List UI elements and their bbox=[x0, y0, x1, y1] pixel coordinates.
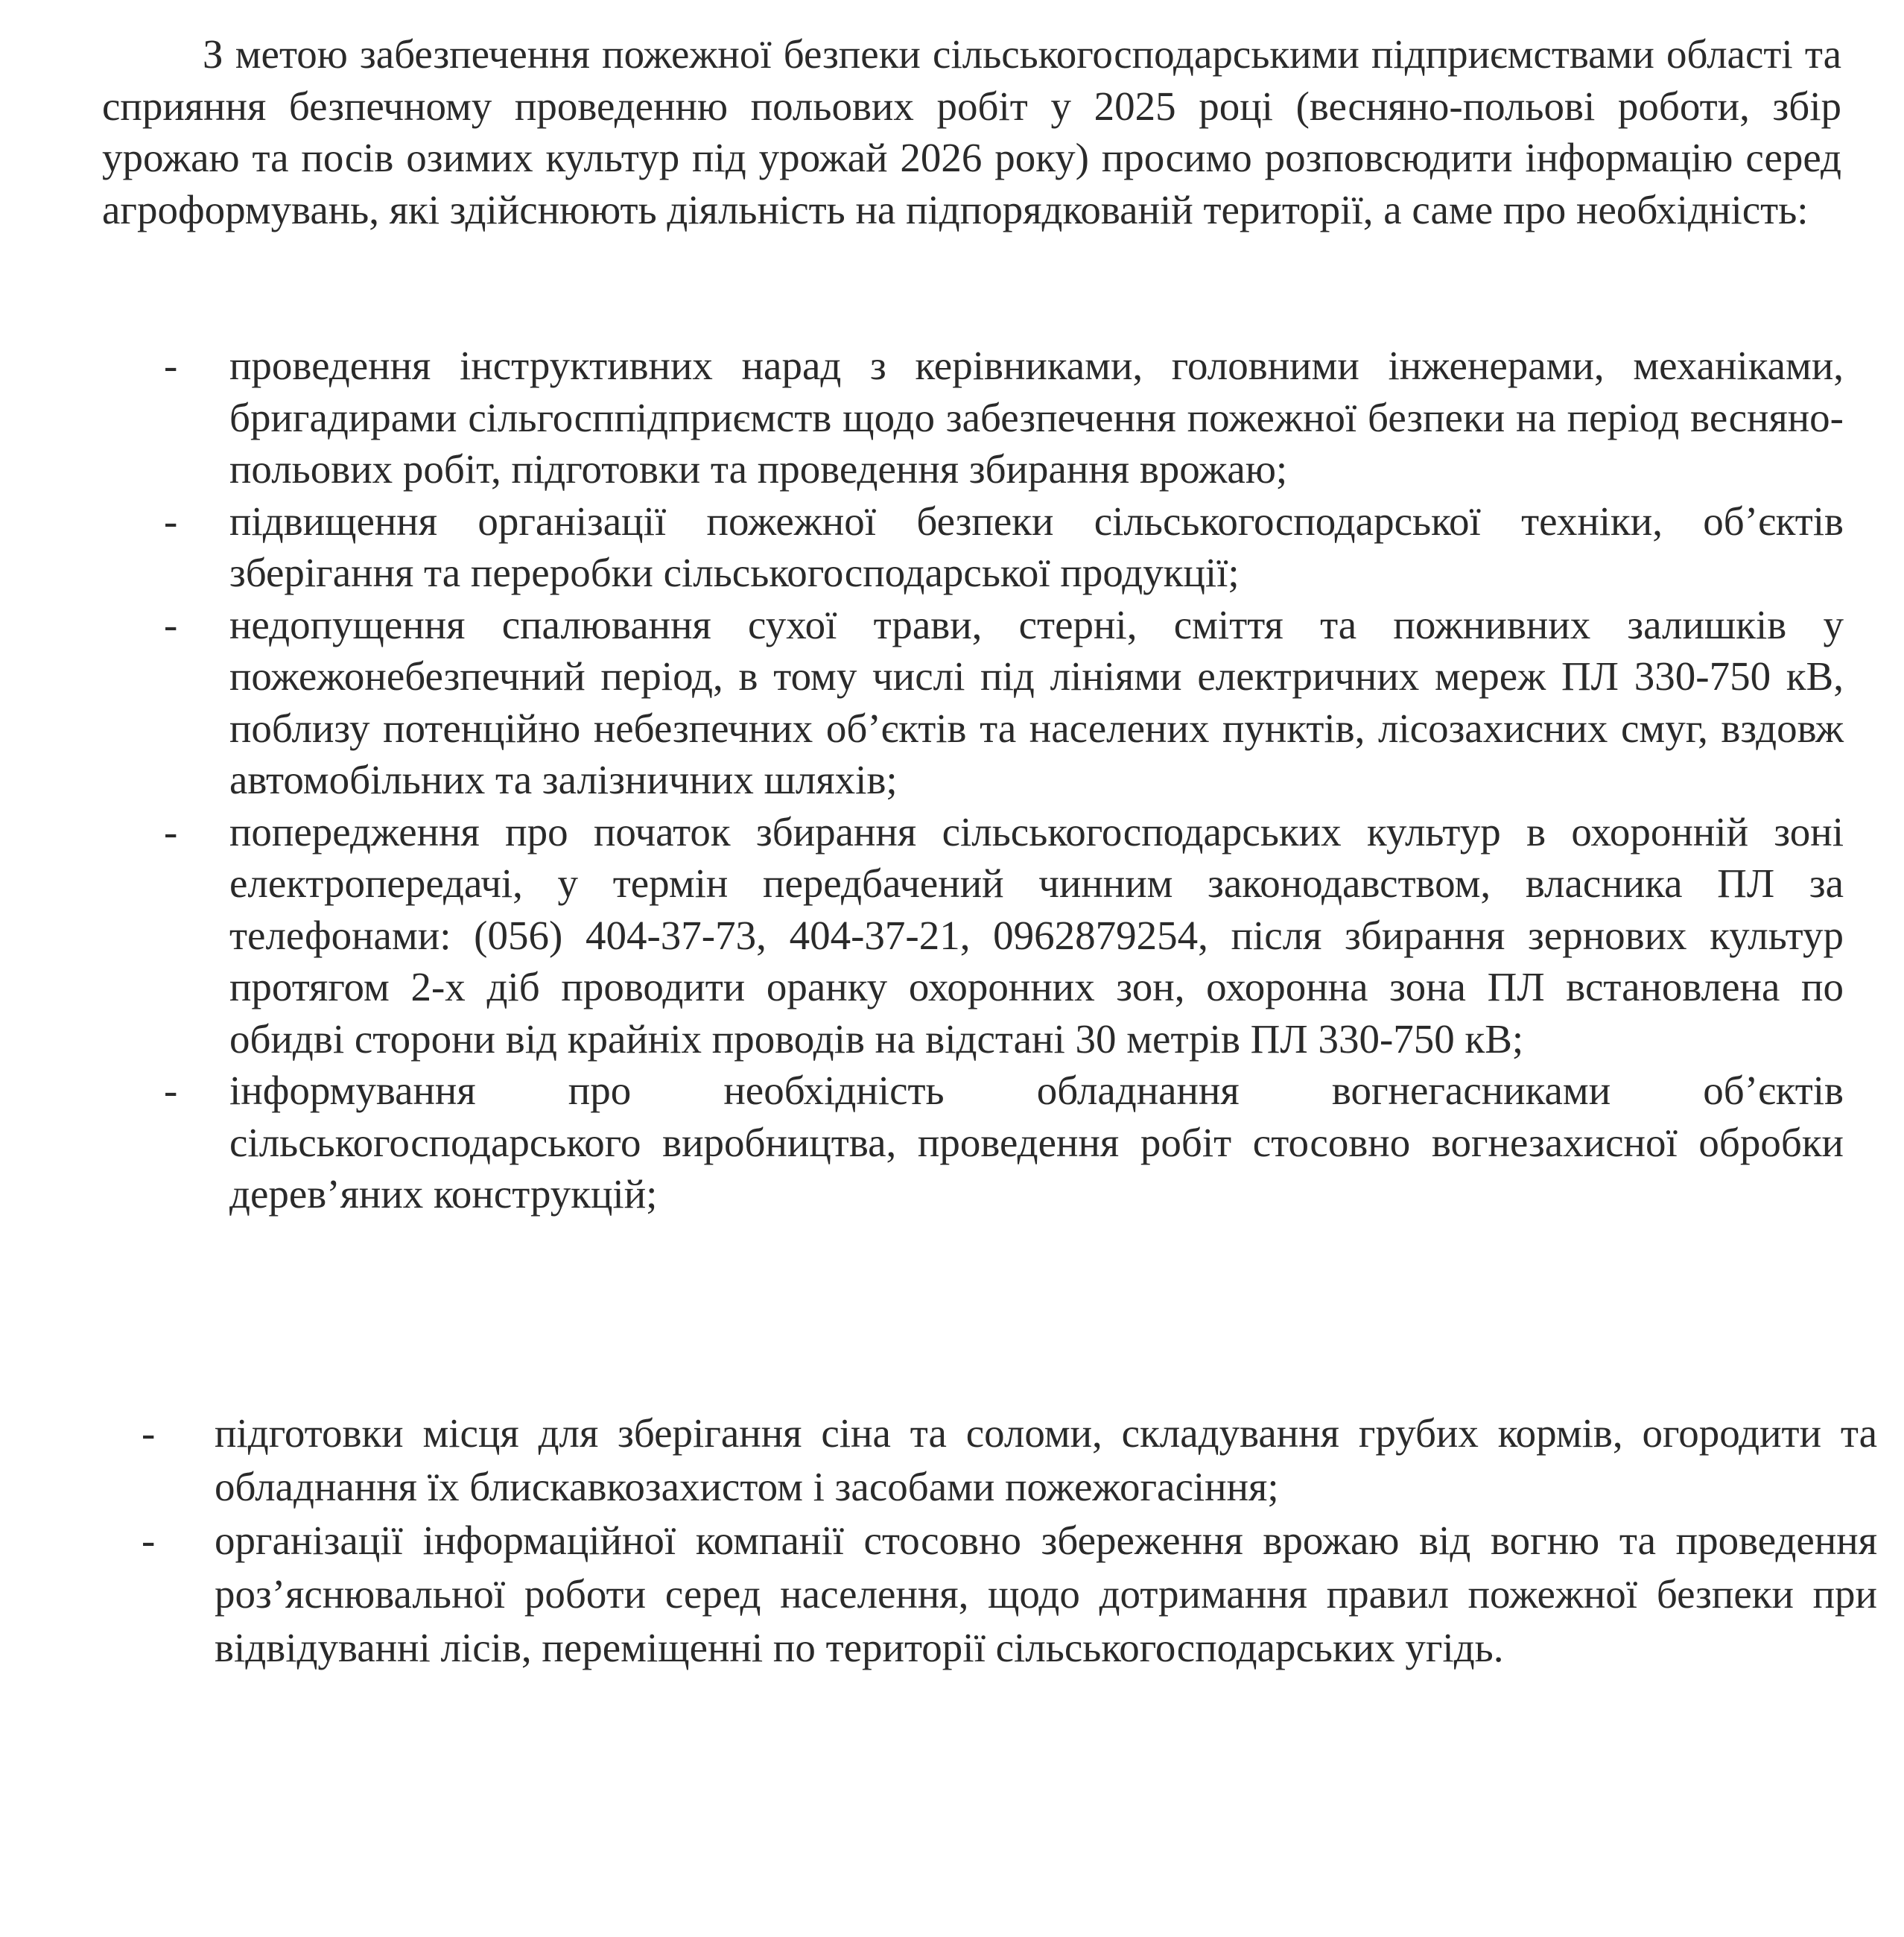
requirements-list bbox=[164, 340, 1844, 1220]
list-item bbox=[164, 806, 1844, 1065]
list-item-text: організації інформаційної компанії стосовно збереження врожаю від вогню та проведення роз’яснювальної роботи серед населення, щодо дотримання правил пожежної безпеки при відвідуванні лісів, переміщенні по території сільськогосподарських угідь. bbox=[215, 1518, 1877, 1670]
list-item-text: недопущення спалювання сухої трави, стерні, сміття та пожнивних залишків у пожежонебезпечний період, в тому числі під лініями електричних мереж ПЛ 330-750 кВ, поблизу потенційно небезпечних об’єктів та населених пунктів, лісозахисних смуг, вздовж автомобільних та залізничних шляхів; bbox=[229, 601, 1844, 802]
list-item bbox=[164, 340, 1844, 495]
list-item bbox=[164, 599, 1844, 806]
list-bullet: - bbox=[164, 498, 178, 544]
list-item bbox=[142, 1514, 1877, 1675]
list-item-text: інформування про необхідність обладнання вогнегасниками об’єктів сільськогосподарського виробництва, проведення робіт стосовно вогнезахисної обробки дерев’яних конструкцій; bbox=[229, 1068, 1844, 1217]
list-item bbox=[164, 1065, 1844, 1220]
list-item-text: попередження про початок збирання сільськогосподарських культур в охоронній зоні електропередачі, у термін передбачений чинним законодавством, власника ПЛ за телефонами: (056) 404-37-73, 404-37-21, 0962879254, після збирання зернових культур протягом 2-х діб проводити оранку охоронних зон, охоронна зона ПЛ встановлена по обидві сторони від крайніх проводів на відстані 30 метрів ПЛ 330-750 кВ; bbox=[229, 808, 1844, 1062]
list-bullet: - bbox=[164, 808, 178, 855]
list-bullet: - bbox=[142, 1518, 156, 1563]
intro-paragraph: З метою забезпечення пожежної безпеки сільськогосподарськими підприємствами області та сприяння безпечному проведенню польових робіт у 2025 році (весняно-польові роботи, збір урожаю та посів озимих культур під урожай 2026 року) просимо розповсюдити інформацію серед агроформувань, які здійснюють діяльність на підпорядкованій території, а саме про необхідність: bbox=[102, 31, 1841, 232]
list-bullet: - bbox=[164, 1068, 178, 1113]
list-bullet: - bbox=[164, 601, 178, 647]
list-item-text: підготовки місця для зберігання сіна та соломи, складування грубих кормів, огородити та обладнання їх блискавкозахистом і засобами пожежогасіння; bbox=[215, 1410, 1877, 1509]
additional-requirements-list bbox=[142, 1407, 1877, 1675]
list-item bbox=[142, 1407, 1877, 1514]
list-item bbox=[164, 495, 1844, 599]
list-bullet: - bbox=[164, 343, 178, 388]
list-item-text: проведення інструктивних нарад з керівниками, головними інженерами, механіками, бригадирами сільгосппідприємств щодо забезпечення пожежної безпеки на період весняно-польових робіт, підготовки та проведення збирання врожаю; bbox=[229, 343, 1844, 492]
list-item-text: підвищення організації пожежної безпеки сільськогосподарської техніки, об’єктів зберігання та переробки сільськогосподарської продукції; bbox=[229, 498, 1844, 595]
list-bullet: - bbox=[142, 1410, 156, 1456]
